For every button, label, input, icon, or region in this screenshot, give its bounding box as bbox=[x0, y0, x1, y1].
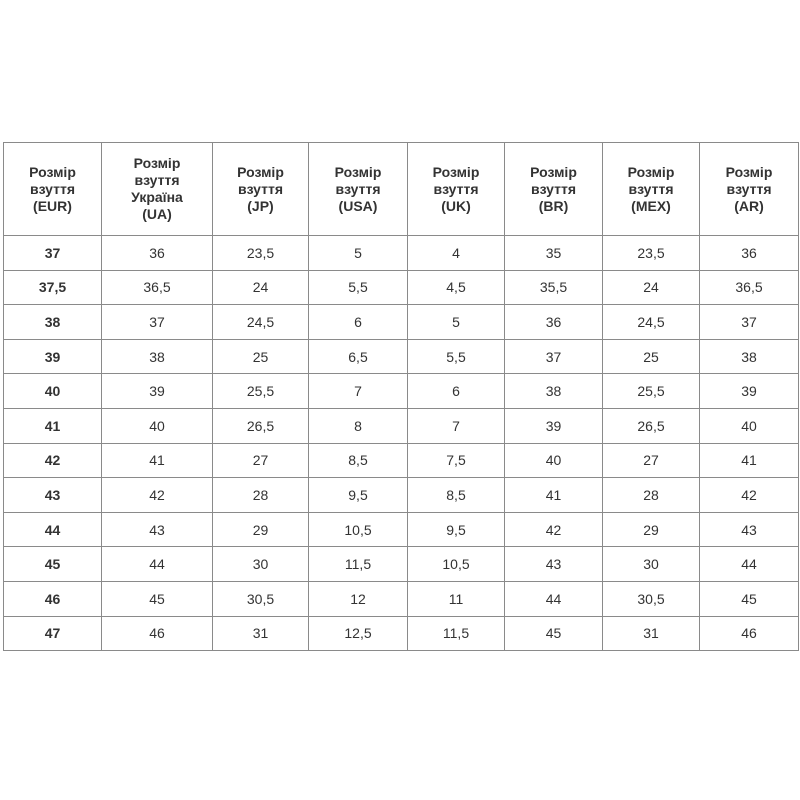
table-cell: 36,5 bbox=[700, 270, 799, 305]
table-cell: 41 bbox=[700, 443, 799, 478]
table-row bbox=[4, 581, 799, 616]
table-cell: 45 bbox=[700, 581, 799, 616]
table-cell: 36,5 bbox=[102, 270, 213, 305]
table-cell: 27 bbox=[603, 443, 700, 478]
table-cell: 43 bbox=[4, 478, 102, 513]
table-cell: 37 bbox=[102, 305, 213, 340]
table-cell: 31 bbox=[213, 616, 309, 651]
table-cell: 45 bbox=[505, 616, 603, 651]
table-cell: 23,5 bbox=[213, 236, 309, 271]
column-header-line: взуття bbox=[628, 180, 674, 197]
column-header-line: Розмір bbox=[334, 163, 382, 180]
table-cell: 25 bbox=[213, 339, 309, 374]
table-cell: 5 bbox=[408, 305, 505, 340]
column-header-line: Розмір bbox=[29, 163, 76, 180]
table-cell: 28 bbox=[213, 478, 309, 513]
table-cell: 46 bbox=[4, 581, 102, 616]
table-row bbox=[4, 547, 799, 582]
table-cell: 42 bbox=[505, 512, 603, 547]
column-header-line: (EUR) bbox=[33, 197, 72, 214]
table-row bbox=[4, 616, 799, 651]
column-header-line: взуття bbox=[237, 180, 284, 197]
table-cell: 46 bbox=[700, 616, 799, 651]
table-cell: 30 bbox=[603, 547, 700, 582]
column-header-line: Розмір bbox=[432, 163, 480, 180]
table-cell: 40 bbox=[700, 408, 799, 443]
column-header-line: Розмір bbox=[237, 163, 284, 180]
table-cell: 42 bbox=[4, 443, 102, 478]
table-cell: 40 bbox=[102, 408, 213, 443]
table-cell: 12 bbox=[309, 581, 408, 616]
table-cell: 6 bbox=[309, 305, 408, 340]
table-cell: 35 bbox=[505, 236, 603, 271]
column-header bbox=[102, 143, 213, 236]
column-header-line: (BR) bbox=[538, 197, 569, 214]
column-header bbox=[408, 143, 505, 236]
column-header bbox=[213, 143, 309, 236]
column-header bbox=[505, 143, 603, 236]
column-header-line: взуття bbox=[29, 180, 76, 197]
table-cell: 44 bbox=[700, 547, 799, 582]
table-cell: 45 bbox=[4, 547, 102, 582]
table-cell: 36 bbox=[102, 236, 213, 271]
table-cell: 44 bbox=[4, 512, 102, 547]
table-cell: 12,5 bbox=[309, 616, 408, 651]
table-cell: 39 bbox=[505, 408, 603, 443]
table-cell: 24,5 bbox=[213, 305, 309, 340]
column-header-line: взуття bbox=[530, 180, 577, 197]
table-cell: 5 bbox=[309, 236, 408, 271]
column-header-line: Розмір bbox=[725, 163, 773, 180]
table-cell: 38 bbox=[700, 339, 799, 374]
table-cell: 6,5 bbox=[309, 339, 408, 374]
table-cell: 11,5 bbox=[408, 616, 505, 651]
table-row bbox=[4, 443, 799, 478]
table-cell: 11,5 bbox=[309, 547, 408, 582]
table-cell: 31 bbox=[603, 616, 700, 651]
table-cell: 25 bbox=[603, 339, 700, 374]
table-cell: 25,5 bbox=[603, 374, 700, 409]
table-cell: 27 bbox=[213, 443, 309, 478]
column-header bbox=[603, 143, 700, 236]
column-header-line: Розмір bbox=[627, 163, 675, 180]
table-cell: 38 bbox=[102, 339, 213, 374]
table-cell: 37 bbox=[505, 339, 603, 374]
table-cell: 28 bbox=[603, 478, 700, 513]
table-row bbox=[4, 512, 799, 547]
shoe-size-table bbox=[3, 142, 799, 651]
table-cell: 38 bbox=[4, 305, 102, 340]
table-cell: 39 bbox=[700, 374, 799, 409]
table-cell: 30,5 bbox=[213, 581, 309, 616]
column-header-line: (AR) bbox=[734, 197, 764, 214]
table-cell: 36 bbox=[700, 236, 799, 271]
column-header-line: Розмір bbox=[530, 163, 577, 180]
table-cell: 7 bbox=[309, 374, 408, 409]
table-cell: 5,5 bbox=[408, 339, 505, 374]
table-cell: 8 bbox=[309, 408, 408, 443]
table-row bbox=[4, 478, 799, 513]
table-cell: 30,5 bbox=[603, 581, 700, 616]
table-row bbox=[4, 339, 799, 374]
table-cell: 26,5 bbox=[213, 408, 309, 443]
table-cell: 43 bbox=[700, 512, 799, 547]
table-cell: 8,5 bbox=[309, 443, 408, 478]
table-cell: 29 bbox=[213, 512, 309, 547]
column-header-line: (UA) bbox=[142, 206, 172, 222]
table-cell: 8,5 bbox=[408, 478, 505, 513]
table-cell: 42 bbox=[102, 478, 213, 513]
table-cell: 43 bbox=[505, 547, 603, 582]
column-header-line: (MEX) bbox=[631, 197, 671, 214]
column-header-line: взуття bbox=[134, 172, 180, 188]
table-cell: 37,5 bbox=[4, 270, 102, 305]
table-cell: 7 bbox=[408, 408, 505, 443]
table-row bbox=[4, 270, 799, 305]
table-cell: 25,5 bbox=[213, 374, 309, 409]
column-header bbox=[700, 143, 799, 236]
table-cell: 24,5 bbox=[603, 305, 700, 340]
table-cell: 37 bbox=[4, 236, 102, 271]
table-row bbox=[4, 408, 799, 443]
table-cell: 5,5 bbox=[309, 270, 408, 305]
table-cell: 29 bbox=[603, 512, 700, 547]
table-cell: 41 bbox=[505, 478, 603, 513]
table-cell: 35,5 bbox=[505, 270, 603, 305]
table-row bbox=[4, 236, 799, 271]
table-cell: 43 bbox=[102, 512, 213, 547]
table-cell: 37 bbox=[700, 305, 799, 340]
table-cell: 7,5 bbox=[408, 443, 505, 478]
table-cell: 10,5 bbox=[309, 512, 408, 547]
table-cell: 30 bbox=[213, 547, 309, 582]
table-cell: 24 bbox=[603, 270, 700, 305]
column-header-line: (UK) bbox=[441, 197, 471, 214]
table-cell: 47 bbox=[4, 616, 102, 651]
table-cell: 4,5 bbox=[408, 270, 505, 305]
header-row bbox=[4, 143, 799, 236]
table-cell: 6 bbox=[408, 374, 505, 409]
table-cell: 26,5 bbox=[603, 408, 700, 443]
column-header-line: взуття bbox=[726, 180, 772, 197]
table-cell: 46 bbox=[102, 616, 213, 651]
table-cell: 39 bbox=[102, 374, 213, 409]
column-header-line: взуття bbox=[335, 180, 381, 197]
table-row bbox=[4, 305, 799, 340]
table-cell: 23,5 bbox=[603, 236, 700, 271]
column-header-line: взуття bbox=[433, 180, 479, 197]
column-header bbox=[4, 143, 102, 236]
table-cell: 41 bbox=[4, 408, 102, 443]
table-cell: 41 bbox=[102, 443, 213, 478]
column-header bbox=[309, 143, 408, 236]
table-cell: 4 bbox=[408, 236, 505, 271]
column-header-line: (USA) bbox=[338, 197, 378, 214]
table-row bbox=[4, 374, 799, 409]
table-cell: 9,5 bbox=[309, 478, 408, 513]
table-cell: 39 bbox=[4, 339, 102, 374]
table-cell: 40 bbox=[4, 374, 102, 409]
column-header-line: Розмір bbox=[133, 155, 181, 171]
table-cell: 44 bbox=[102, 547, 213, 582]
table-cell: 11 bbox=[408, 581, 505, 616]
table-cell: 36 bbox=[505, 305, 603, 340]
table-cell: 44 bbox=[505, 581, 603, 616]
table-cell: 40 bbox=[505, 443, 603, 478]
table-cell: 24 bbox=[213, 270, 309, 305]
table-cell: 45 bbox=[102, 581, 213, 616]
table-cell: 10,5 bbox=[408, 547, 505, 582]
column-header-line: Україна bbox=[131, 189, 183, 205]
table-cell: 9,5 bbox=[408, 512, 505, 547]
table-cell: 38 bbox=[505, 374, 603, 409]
table-cell: 42 bbox=[700, 478, 799, 513]
column-header-line: (JP) bbox=[247, 197, 274, 214]
